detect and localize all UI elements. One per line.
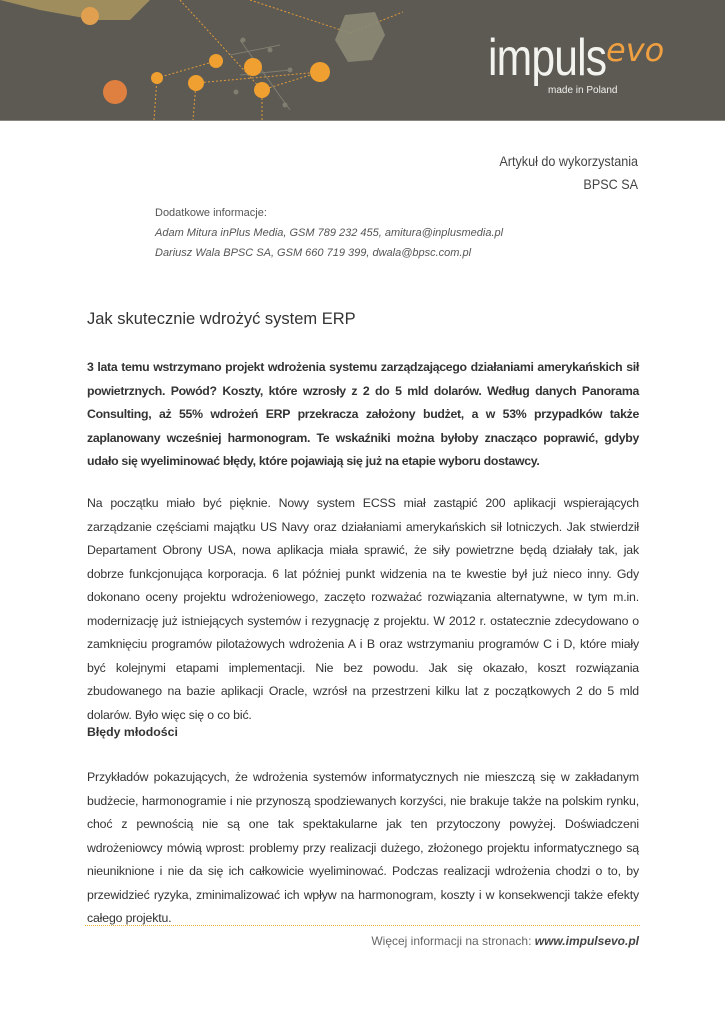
footer-divider: [85, 925, 640, 926]
contact-person: Adam Mitura inPlus Media, GSM 789 232 455, amitura@inplusmedia.pl: [155, 227, 504, 239]
header-banner: [0, 0, 725, 121]
logo-tagline: made in Poland: [548, 85, 618, 96]
article-title: Jak skutecznie wdrożyć system ERP: [87, 310, 356, 328]
article-lead: 3 lata temu wstrzymano projekt wdrożenia systemu zarządzającego działaniami amerykańskich sił powietrznych. Powód? Koszty, które wzrosły z 2 do 5 mld dolarów. Według danych Panorama Consulting, aż 55% wdrożeń ERP przekracza założony budżet, a w 53% przypadków także zaplanowany wcześniej harmonogram. Te wskaźniki można byłoby znacząco poprawić, gdyby udało się wyeliminować błędy, które pojawiają się już na etapie wyboru dostawcy.: [87, 360, 639, 468]
article-subheading: Błędy młodości: [87, 725, 178, 739]
meta-company-line: BPSC SA: [583, 176, 638, 192]
footer: [371, 934, 639, 948]
logo-accent: evo: [606, 31, 665, 69]
footer-link[interactable]: www.impulsevo.pl: [534, 934, 639, 948]
contact-label: Dodatkowe informacje:: [155, 207, 267, 219]
impulsevo-logo: [488, 28, 688, 108]
contact-block: [155, 203, 503, 263]
footer-label: Więcej informacji na stronach:: [371, 934, 532, 948]
logo-wordmark: impuls: [488, 29, 607, 87]
article-paragraph: Przykładów pokazujących, że wdrożenia systemów informatycznych nie mieszczą się w zakładanym budżecie, harmonogramie i nie przynoszą spodziewanych korzyści, nie brakuje także na polskim rynku, choć z pewnością nie są one tak spektakularne jak ten przytoczony powyżej. Doświadczeni wdrożeniowcy mówią wprost: problemy przy realizacji dużego, złożonego projektu informatycznego są nieuniknione i nie da się ich całkowicie wyeliminować. Podczas realizacji wdrożenia chodzi o to, by przewidzieć ryzyka, zminimalizować ich wpływ na harmonogram, koszty i w konsekwencji także efekty całego projektu.: [87, 770, 639, 925]
meta-usage-line: Artykuł do wykorzystania: [499, 153, 638, 169]
contact-person: Dariusz Wala BPSC SA, GSM 660 719 399, dwala@bpsc.com.pl: [155, 247, 472, 259]
article-paragraph: Na początku miało być pięknie. Nowy system ECSS miał zastąpić 200 aplikacji wspierających zarządzanie częściami majątku US Navy oraz działaniami amerykańskich sił lotniczych. Jak stwierdził Departament Obrony USA, nowa aplikacja miała sprawić, że siły powietrzne będą działały tak, jak dobrze funkcjonująca korporacja. 6 lat później punkt widzenia na te kwestie był już nieco inny. Gdy dokonano oceny projektu wdrożeniowego, zaczęto rozważać rozwiązania alternatywne, w tym m.in. modernizację już istniejących systemów i rezygnację z projektu. W 2012 r. ostatecznie zdecydowano o zamknięciu programów pilotażowych wdrożenia A i B oraz wstrzymaniu programów C i D, które miały być kolejnymi etapami implementacji. Nie bez powodu. Jak się okazało, koszt rozwiązania zbudowanego na bazie aplikacji Oracle, wzrósł na przestrzeni kilku lat z początkowych 2 do 5 mld dolarów. Było więc się o co bić.: [87, 496, 639, 722]
article-meta: [499, 150, 638, 196]
